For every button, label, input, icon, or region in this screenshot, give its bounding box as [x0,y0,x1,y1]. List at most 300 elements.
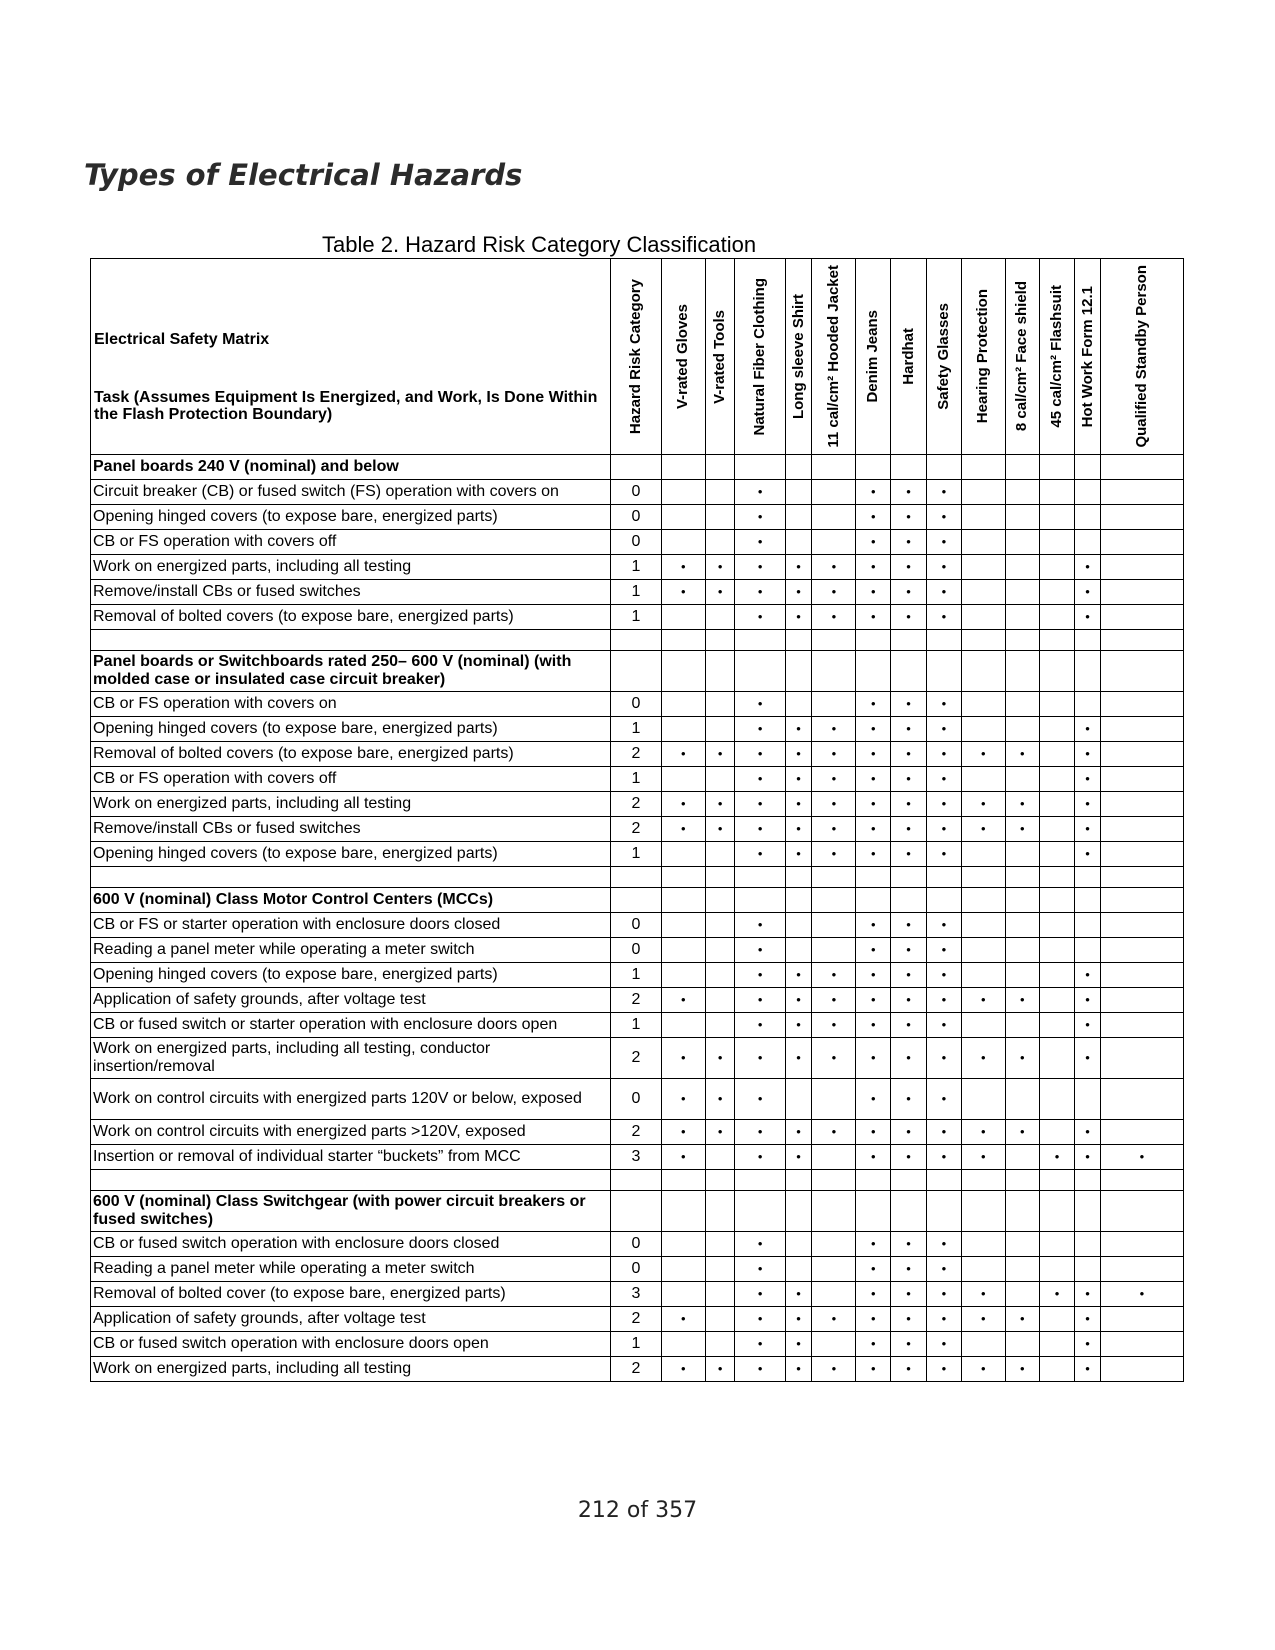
ppe-cell [1039,817,1075,842]
table-row [91,505,1184,530]
task-cell: CB or fused switch operation with enclosure doors closed [91,1232,611,1257]
table-row [91,1038,1184,1079]
ppe-column-header: V-rated Gloves [661,259,705,455]
ppe-required-dot: • [961,1357,1005,1382]
task-cell: CB or FS operation with covers off [91,530,611,555]
task-cell: Work on energized parts, including all testing [91,555,611,580]
ppe-required-dot: • [891,605,927,630]
ppe-column-header: 8 cal/cm² Face shield [1005,259,1039,455]
ppe-cell [785,1191,811,1232]
task-cell: Work on energized parts, including all testing [91,792,611,817]
ppe-required-dot: • [1005,1357,1039,1382]
ppe-cell [661,480,705,505]
ppe-required-dot: • [1075,1120,1100,1145]
ppe-required-dot: • [735,792,786,817]
task-cell: Opening hinged covers (to expose bare, energized parts) [91,505,611,530]
ppe-cell [705,1145,734,1170]
ppe-cell [1100,717,1183,742]
ppe-required-dot: • [856,1307,891,1332]
ppe-required-dot: • [961,1038,1005,1079]
ppe-cell [1100,1332,1183,1357]
category-cell: 2 [611,1120,662,1145]
table-row [91,1079,1184,1120]
ppe-required-dot: • [891,742,927,767]
table-row [91,1307,1184,1332]
task-cell: Reading a panel meter while operating a meter switch [91,938,611,963]
ppe-cell [1005,630,1039,651]
ppe-cell [1100,580,1183,605]
ppe-cell [705,1307,734,1332]
task-label: Task (Assumes Equipment Is Energized, and Work, Is Done Within the Flash Protection Boundary) [94,388,598,424]
ppe-cell [812,888,856,913]
task-cell: CB or FS or starter operation with enclosure doors closed [91,913,611,938]
ppe-cell [926,1170,961,1191]
ppe-cell [1005,1332,1039,1357]
ppe-cell [926,455,961,480]
ppe-required-dot: • [785,1120,811,1145]
ppe-required-dot: • [785,842,811,867]
category-cell: 1 [611,1332,662,1357]
ppe-cell [1100,1257,1183,1282]
ppe-required-dot: • [891,817,927,842]
ppe-required-dot: • [1075,792,1100,817]
ppe-required-dot: • [891,717,927,742]
category-cell: 0 [611,1257,662,1282]
ppe-required-dot: • [1005,742,1039,767]
ppe-cell [705,1257,734,1282]
ppe-required-dot: • [735,1282,786,1307]
ppe-cell [1005,455,1039,480]
category-cell: 1 [611,842,662,867]
ppe-cell [1100,1013,1183,1038]
ppe-required-dot: • [1075,605,1100,630]
ppe-cell [961,1013,1005,1038]
ppe-required-dot: • [735,963,786,988]
ppe-required-dot: • [1005,1120,1039,1145]
section-title: Types of Electrical Hazards [84,158,523,192]
ppe-cell [1075,888,1100,913]
table-row [91,742,1184,767]
ppe-required-dot: • [926,1013,961,1038]
ppe-cell [1005,867,1039,888]
task-cell: Opening hinged covers (to expose bare, energized parts) [91,963,611,988]
ppe-cell [735,630,786,651]
ppe-cell [1039,888,1075,913]
table-row [91,1013,1184,1038]
ppe-cell [1100,505,1183,530]
ppe-cell [1005,1145,1039,1170]
ppe-required-dot: • [856,913,891,938]
ppe-cell [735,651,786,692]
category-cell: 2 [611,988,662,1013]
ppe-cell [1039,455,1075,480]
ppe-required-dot: • [785,767,811,792]
ppe-cell [926,1191,961,1232]
ppe-required-dot: • [1100,1145,1183,1170]
category-cell: 0 [611,480,662,505]
ppe-required-dot: • [891,505,927,530]
ppe-required-dot: • [812,742,856,767]
ppe-cell [812,1079,856,1120]
ppe-required-dot: • [891,963,927,988]
ppe-required-dot: • [705,742,734,767]
ppe-cell [961,717,1005,742]
task-cell: Removal of bolted covers (to expose bare, energized parts) [91,742,611,767]
ppe-cell [705,1232,734,1257]
table-row [91,913,1184,938]
ppe-required-dot: • [891,530,927,555]
ppe-cell [1075,651,1100,692]
ppe-column-header: Long sleeve Shirt [785,259,811,455]
ppe-cell [1005,530,1039,555]
ppe-cell [856,455,891,480]
ppe-cell [661,767,705,792]
ppe-cell [1039,480,1075,505]
table-row [91,938,1184,963]
ppe-required-dot: • [812,1357,856,1382]
ppe-required-dot: • [735,480,786,505]
ppe-required-dot: • [1005,988,1039,1013]
ppe-required-dot: • [735,1257,786,1282]
ppe-required-dot: • [961,988,1005,1013]
ppe-column-header: Hearing Protection [961,259,1005,455]
ppe-cell [1039,842,1075,867]
ppe-cell [1100,1232,1183,1257]
ppe-cell [1005,938,1039,963]
ppe-cell [926,867,961,888]
ppe-cell [1005,913,1039,938]
category-cell: 0 [611,938,662,963]
ppe-required-dot: • [926,1282,961,1307]
table-row [91,530,1184,555]
table-row [91,842,1184,867]
ppe-cell [1005,963,1039,988]
ppe-cell [856,888,891,913]
ppe-required-dot: • [812,767,856,792]
ppe-required-dot: • [735,1120,786,1145]
ppe-required-dot: • [926,580,961,605]
group-header-row [91,1191,1184,1232]
ppe-required-dot: • [926,505,961,530]
ppe-required-dot: • [661,555,705,580]
ppe-cell [1005,605,1039,630]
spacer-row [91,867,1184,888]
ppe-cell [812,1191,856,1232]
table-row [91,555,1184,580]
group-title: Panel boards or Switchboards rated 250– 600 V (nominal) (with molded case or insulated case circuit breaker) [91,651,611,692]
category-cell: 2 [611,817,662,842]
ppe-column-header: V-rated Tools [705,259,734,455]
task-cell: Opening hinged covers (to expose bare, energized parts) [91,842,611,867]
ppe-cell [1005,842,1039,867]
ppe-required-dot: • [961,1145,1005,1170]
ppe-cell [812,505,856,530]
ppe-column-header: Qualified Standby Person [1100,259,1183,455]
ppe-cell [1039,1332,1075,1357]
ppe-cell [1100,605,1183,630]
ppe-required-dot: • [735,842,786,867]
ppe-cell [1039,1013,1075,1038]
ppe-column-header: Denim Jeans [856,259,891,455]
ppe-required-dot: • [926,792,961,817]
ppe-cell [705,867,734,888]
ppe-cell [661,867,705,888]
table-body [91,455,1184,1382]
ppe-cell [961,1170,1005,1191]
ppe-required-dot: • [891,842,927,867]
ppe-cell [1075,1079,1100,1120]
ppe-cell [961,455,1005,480]
page-number: 212 of 357 [577,1498,698,1523]
ppe-cell [1039,988,1075,1013]
ppe-cell [812,867,856,888]
spacer-row [91,1170,1184,1191]
ppe-cell [1005,717,1039,742]
ppe-required-dot: • [891,692,927,717]
ppe-column-header: 11 cal/cm² Hooded Jacket [812,259,856,455]
task-cell [91,630,611,651]
ppe-required-dot: • [926,938,961,963]
ppe-required-dot: • [661,742,705,767]
ppe-required-dot: • [926,1232,961,1257]
ppe-required-dot: • [785,1038,811,1079]
ppe-cell [1100,792,1183,817]
ppe-required-dot: • [661,580,705,605]
table-row [91,767,1184,792]
ppe-required-dot: • [856,605,891,630]
ppe-cell [661,913,705,938]
ppe-required-dot: • [661,988,705,1013]
ppe-required-dot: • [1075,1307,1100,1332]
ppe-cell [1100,867,1183,888]
table-row [91,480,1184,505]
ppe-cell [1005,555,1039,580]
ppe-cell [1039,505,1075,530]
ppe-required-dot: • [661,817,705,842]
ppe-required-dot: • [926,605,961,630]
ppe-cell [1039,913,1075,938]
ppe-cell [961,651,1005,692]
ppe-required-dot: • [926,1307,961,1332]
category-cell [611,651,662,692]
ppe-cell [1039,1307,1075,1332]
ppe-cell [1100,555,1183,580]
ppe-cell [735,867,786,888]
ppe-cell [735,888,786,913]
ppe-cell [961,530,1005,555]
table-row [91,717,1184,742]
ppe-cell [1100,913,1183,938]
electrical-safety-matrix-table [90,258,1184,1382]
ppe-required-dot: • [856,742,891,767]
ppe-cell [812,913,856,938]
category-column-header [611,259,662,455]
ppe-required-dot: • [926,767,961,792]
ppe-cell [1039,1079,1075,1120]
ppe-required-dot: • [926,913,961,938]
ppe-cell [785,1232,811,1257]
ppe-required-dot: • [735,1145,786,1170]
ppe-cell [891,1191,927,1232]
ppe-cell [1075,530,1100,555]
ppe-required-dot: • [856,1013,891,1038]
ppe-required-dot: • [961,1307,1005,1332]
table-row [91,1257,1184,1282]
ppe-cell [1100,742,1183,767]
matrix-label: Electrical Safety Matrix [94,331,270,348]
ppe-cell [1075,1257,1100,1282]
ppe-cell [661,1013,705,1038]
ppe-cell [705,963,734,988]
ppe-required-dot: • [926,1120,961,1145]
ppe-required-dot: • [856,817,891,842]
ppe-cell [961,1191,1005,1232]
ppe-cell [1075,867,1100,888]
ppe-cell [1100,455,1183,480]
ppe-required-dot: • [785,792,811,817]
ppe-required-dot: • [926,817,961,842]
ppe-cell [661,963,705,988]
ppe-cell [1005,480,1039,505]
group-header-row [91,888,1184,913]
ppe-cell [1039,938,1075,963]
ppe-required-dot: • [735,1307,786,1332]
ppe-required-dot: • [961,792,1005,817]
ppe-required-dot: • [735,530,786,555]
category-cell: 0 [611,692,662,717]
ppe-required-dot: • [785,1145,811,1170]
ppe-required-dot: • [856,842,891,867]
ppe-required-dot: • [1075,767,1100,792]
ppe-required-dot: • [891,1232,927,1257]
ppe-required-dot: • [785,1282,811,1307]
ppe-cell [1039,555,1075,580]
ppe-required-dot: • [891,1079,927,1120]
ppe-cell [1100,1079,1183,1120]
ppe-cell [661,1191,705,1232]
table-row [91,1145,1184,1170]
ppe-required-dot: • [735,1038,786,1079]
ppe-cell [705,505,734,530]
ppe-cell [812,530,856,555]
ppe-required-dot: • [735,580,786,605]
ppe-cell [785,480,811,505]
ppe-cell [891,630,927,651]
ppe-cell [856,630,891,651]
ppe-required-dot: • [926,1038,961,1079]
ppe-required-dot: • [785,1332,811,1357]
category-cell [611,1191,662,1232]
ppe-required-dot: • [705,1038,734,1079]
task-cell: Application of safety grounds, after voltage test [91,1307,611,1332]
ppe-cell [785,651,811,692]
ppe-cell [961,605,1005,630]
ppe-cell [961,913,1005,938]
task-cell: CB or fused switch operation with enclosure doors open [91,1332,611,1357]
ppe-cell [1075,692,1100,717]
ppe-cell [961,505,1005,530]
ppe-cell [705,888,734,913]
ppe-cell [661,938,705,963]
ppe-required-dot: • [785,988,811,1013]
ppe-required-dot: • [812,988,856,1013]
ppe-cell [891,867,927,888]
ppe-cell [1005,888,1039,913]
ppe-cell [1005,767,1039,792]
ppe-cell [961,867,1005,888]
ppe-required-dot: • [705,1120,734,1145]
ppe-cell [785,1170,811,1191]
table-row [91,1232,1184,1257]
ppe-cell [735,1191,786,1232]
task-cell: Removal of bolted covers (to expose bare, energized parts) [91,605,611,630]
ppe-cell [1075,1232,1100,1257]
ppe-cell [1005,1170,1039,1191]
category-label: Hazard Risk Category [627,278,645,435]
ppe-required-dot: • [891,1038,927,1079]
ppe-required-dot: • [812,963,856,988]
ppe-required-dot: • [856,1282,891,1307]
task-cell: Work on control circuits with energized parts 120V or below, exposed [91,1079,611,1120]
ppe-cell [1100,1307,1183,1332]
ppe-cell [1005,1191,1039,1232]
ppe-required-dot: • [891,555,927,580]
ppe-cell [961,1079,1005,1120]
category-cell [611,867,662,888]
ppe-required-dot: • [1039,1145,1075,1170]
ppe-cell [661,1282,705,1307]
ppe-required-dot: • [661,1120,705,1145]
ppe-required-dot: • [1075,988,1100,1013]
table-row [91,963,1184,988]
ppe-cell [1039,1191,1075,1232]
ppe-required-dot: • [856,792,891,817]
ppe-cell [785,505,811,530]
ppe-cell [661,692,705,717]
ppe-required-dot: • [785,580,811,605]
ppe-required-dot: • [1005,1307,1039,1332]
ppe-required-dot: • [891,767,927,792]
ppe-cell [1075,505,1100,530]
ppe-required-dot: • [705,1079,734,1120]
category-cell: 0 [611,530,662,555]
ppe-required-dot: • [661,1038,705,1079]
ppe-required-dot: • [1075,580,1100,605]
ppe-required-dot: • [1075,1145,1100,1170]
ppe-required-dot: • [1075,1038,1100,1079]
ppe-cell [1100,817,1183,842]
ppe-required-dot: • [785,1013,811,1038]
task-cell: Opening hinged covers (to expose bare, energized parts) [91,717,611,742]
ppe-cell [961,480,1005,505]
table-row [91,1282,1184,1307]
ppe-required-dot: • [735,1013,786,1038]
ppe-required-dot: • [705,580,734,605]
ppe-required-dot: • [891,913,927,938]
ppe-required-dot: • [891,1120,927,1145]
ppe-cell [961,580,1005,605]
ppe-required-dot: • [891,988,927,1013]
ppe-required-dot: • [735,817,786,842]
ppe-cell [812,938,856,963]
task-cell: CB or FS operation with covers off [91,767,611,792]
ppe-cell [661,651,705,692]
ppe-cell [891,455,927,480]
ppe-cell [661,605,705,630]
ppe-cell [1100,888,1183,913]
ppe-required-dot: • [735,1232,786,1257]
ppe-required-dot: • [961,1282,1005,1307]
